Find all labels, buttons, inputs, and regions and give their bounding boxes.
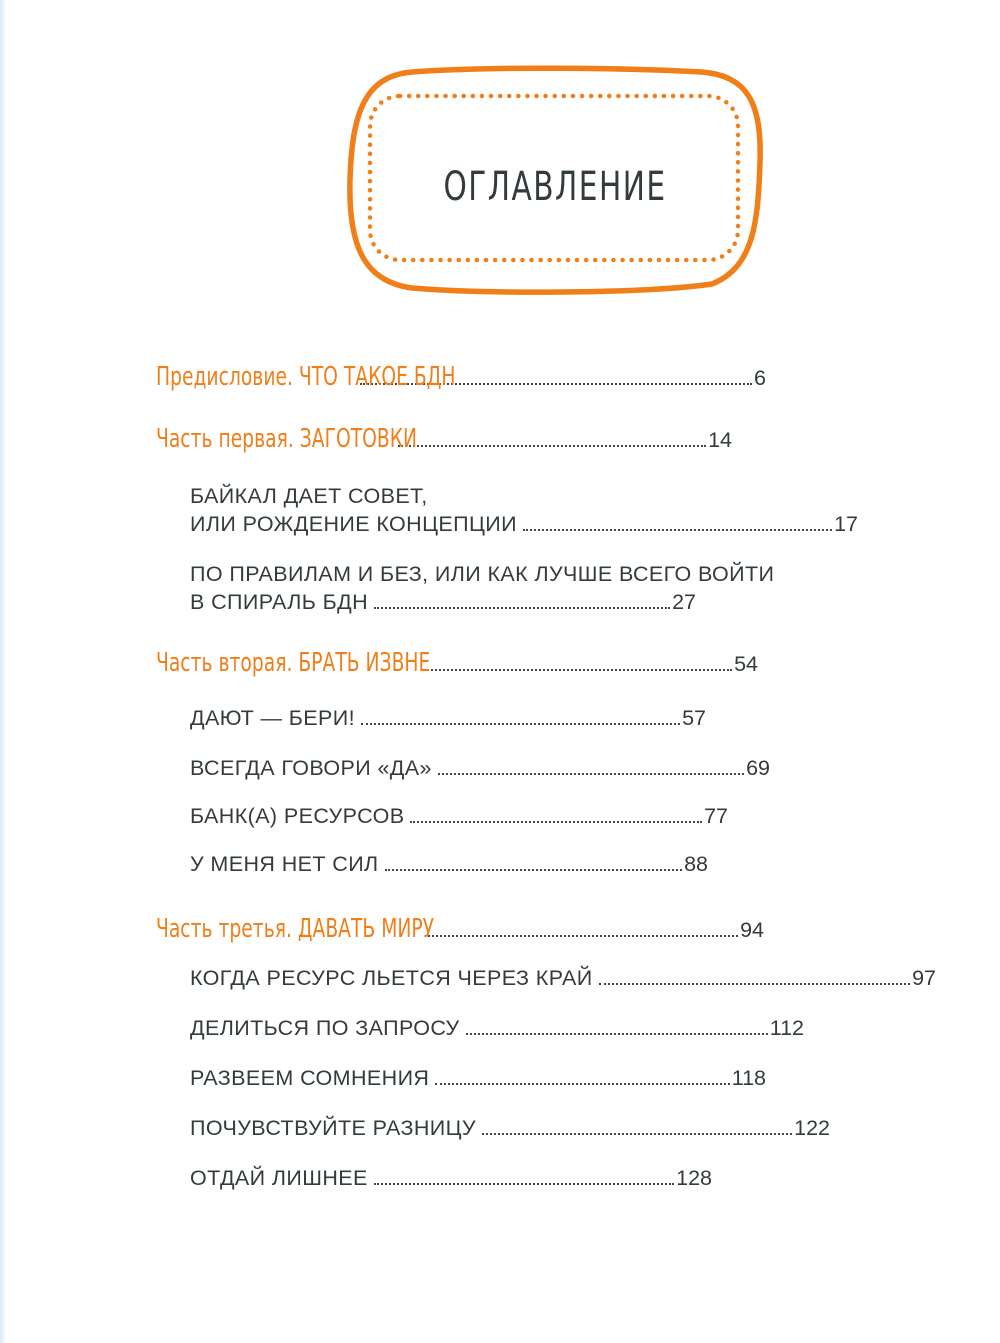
toc-entry-label: БАНК(А) РЕСУРСОВ <box>190 804 405 828</box>
dot-leader <box>428 935 738 937</box>
toc-part3-label: Часть третья. ДАВАТЬ МИРУ <box>156 914 435 944</box>
toc-part3-page: 94 <box>740 918 764 942</box>
toc-entry-page: 77 <box>704 804 728 828</box>
toc-entry-label: ДЕЛИТЬСЯ ПО ЗАПРОСУ <box>190 1016 460 1040</box>
toc-entry-page: 17 <box>834 512 858 536</box>
toc-entry-row[interactable] <box>190 1116 830 1141</box>
toc-entry-row[interactable] <box>190 1066 766 1091</box>
dot-leader <box>599 983 910 985</box>
toc-entry-line1: БАЙКАЛ ДАЕТ СОВЕТ, <box>190 484 428 508</box>
dot-leader <box>374 1183 674 1185</box>
toc-entry-page: 27 <box>672 590 696 614</box>
toc-entry-page: 128 <box>676 1166 712 1190</box>
dot-leader <box>424 669 732 671</box>
title-frame <box>342 62 768 298</box>
toc-entry-page: 97 <box>912 966 936 990</box>
dot-leader <box>466 1033 768 1035</box>
toc-entry-page: 88 <box>684 852 708 876</box>
toc-part2-row[interactable] <box>156 648 758 678</box>
toc-entry-page: 57 <box>682 706 706 730</box>
toc-entry-label: ВСЕГДА ГОВОРИ «ДА» <box>190 756 432 780</box>
toc-entry-row[interactable] <box>190 590 696 615</box>
toc-entry-page: 69 <box>746 756 770 780</box>
dot-leader <box>374 607 670 609</box>
toc-entry-label: ОТДАЙ ЛИШНЕЕ <box>190 1166 368 1190</box>
toc-part3-row[interactable] <box>156 914 764 944</box>
toc-entry-line1: ПО ПРАВИЛАМ И БЕЗ, ИЛИ КАК ЛУЧШЕ ВСЕГО ВОЙТИ <box>190 562 775 586</box>
dot-leader <box>482 1133 792 1135</box>
toc-entry-row[interactable] <box>190 1166 712 1191</box>
toc-entry-page: 112 <box>769 1016 804 1040</box>
toc-preface-label: Предисловие. ЧТО ТАКОЕ БДН <box>156 362 456 392</box>
toc-entry-label: ИЛИ РОЖДЕНИЕ КОНЦЕПЦИИ <box>190 512 517 536</box>
toc-part2-page: 54 <box>734 652 758 676</box>
toc-entry-row[interactable] <box>190 1016 804 1041</box>
toc-entry-label: РАЗВЕЕМ СОМНЕНИЯ <box>190 1066 430 1090</box>
toc-entry-page: 122 <box>794 1116 830 1140</box>
toc-part1-row[interactable] <box>156 424 732 454</box>
toc-part2-label: Часть вторая. БРАТЬ ИЗВНЕ <box>156 648 431 678</box>
dot-leader <box>361 723 680 725</box>
toc-entry-label: КОГДА РЕСУРС ЛЬЕТСЯ ЧЕРЕЗ КРАЙ <box>190 966 593 990</box>
toc-entry-label: ПОЧУВСТВУЙТЕ РАЗНИЦУ <box>190 1116 476 1140</box>
toc-entry-page: 118 <box>731 1066 766 1090</box>
dot-leader <box>398 445 706 447</box>
toc-entry-row[interactable] <box>190 706 706 731</box>
toc-preface-page: 6 <box>754 366 766 390</box>
toc-entry-label: В СПИРАЛЬ БДН <box>190 590 369 614</box>
toc-entry-label: У МЕНЯ НЕТ СИЛ <box>190 852 379 876</box>
dot-leader <box>410 821 702 823</box>
toc-entry-row[interactable] <box>190 756 770 781</box>
toc-entry-row[interactable] <box>190 852 708 877</box>
toc-entry-row[interactable] <box>190 966 936 991</box>
toc-preface-row[interactable] <box>156 362 766 392</box>
dot-leader <box>523 529 832 531</box>
page-title: ОГЛАВЛЕНИЕ <box>443 164 667 210</box>
toc-entry-row[interactable] <box>190 512 858 537</box>
dot-leader <box>435 1083 729 1085</box>
toc-part1-label: Часть первая. ЗАГОТОВКИ <box>156 424 418 454</box>
dot-leader <box>385 869 683 871</box>
dot-leader <box>438 773 744 775</box>
toc-entry-row[interactable] <box>190 804 728 829</box>
page-edge <box>0 0 6 1343</box>
toc-part1-page: 14 <box>708 428 732 452</box>
toc-entry-label: ДАЮТ — БЕРИ! <box>190 706 356 730</box>
